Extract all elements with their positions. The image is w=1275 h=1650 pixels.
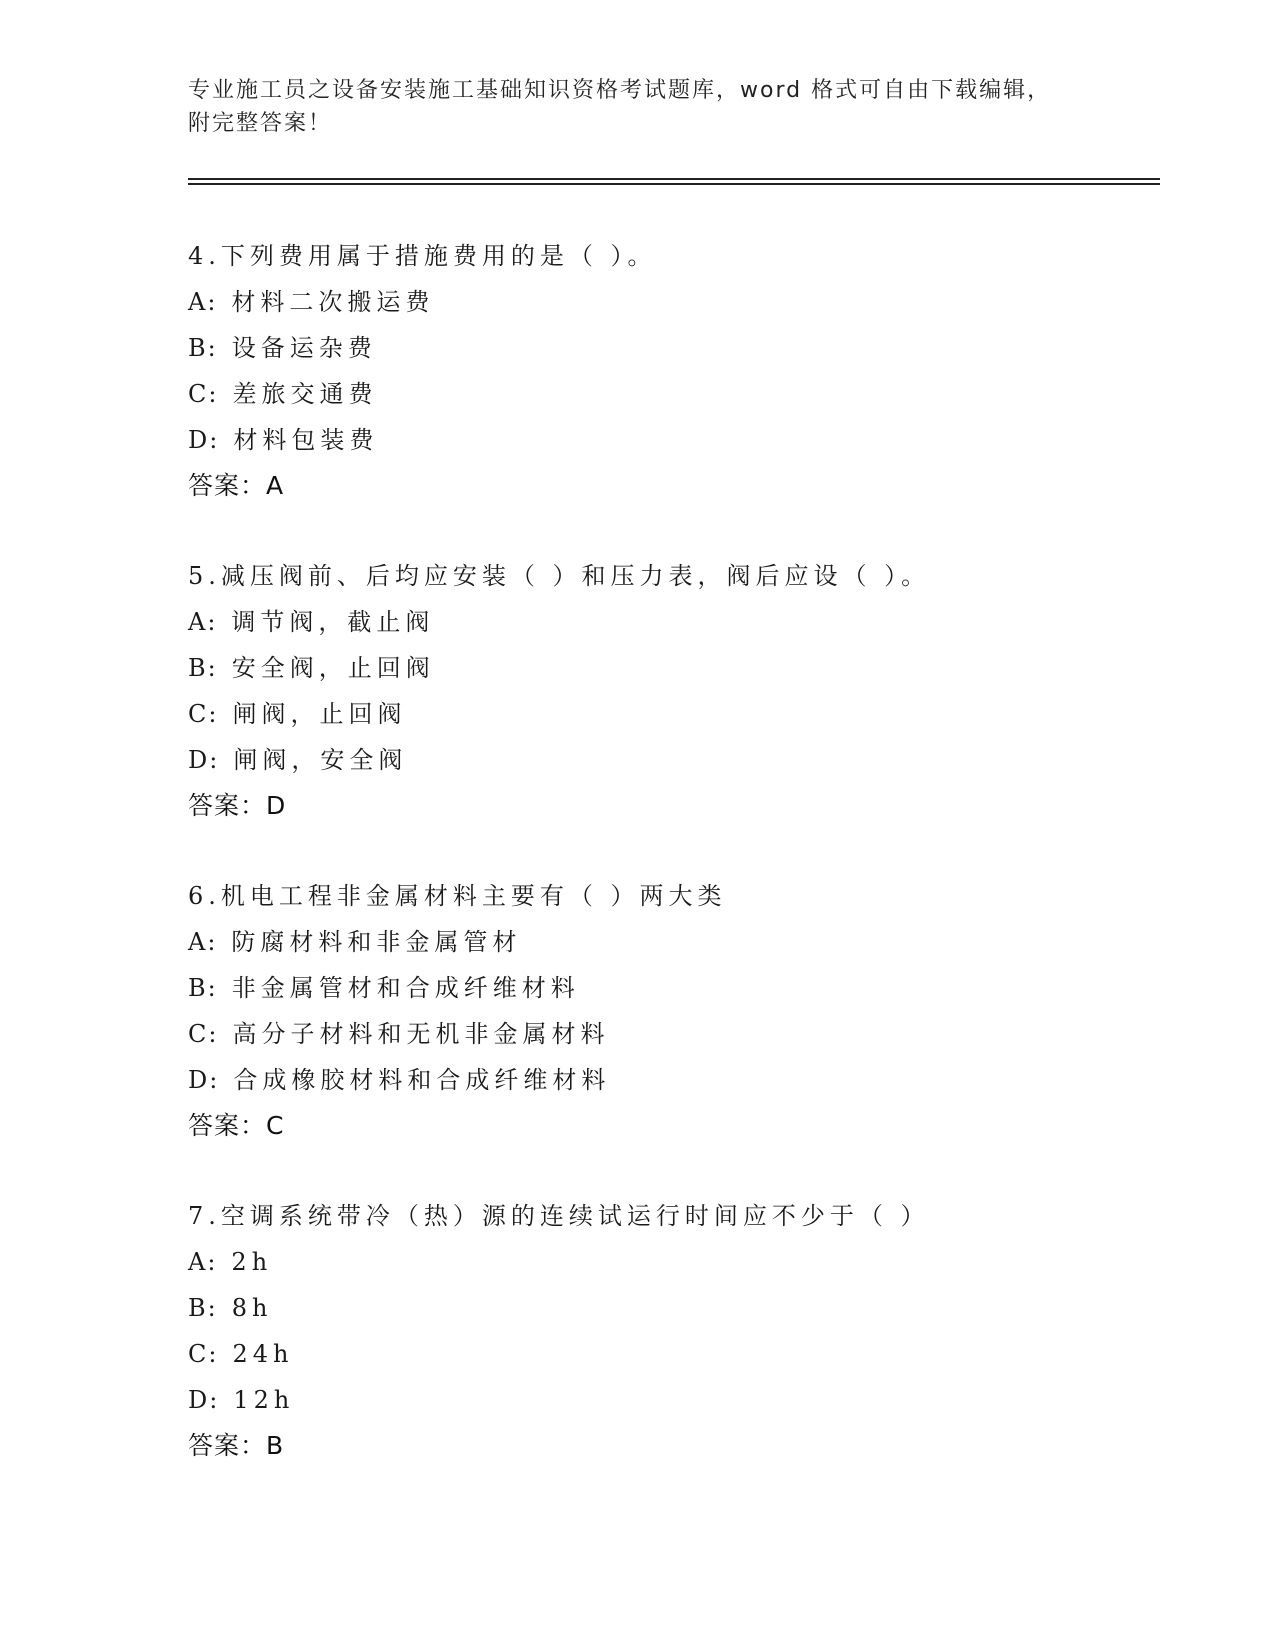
option-c — [188, 1340, 1148, 1386]
option-label: D: — [188, 746, 220, 774]
option-d — [188, 1386, 1148, 1432]
question-stem: 5.减压阀前、后均应安装（ ）和压力表，阀后应设（ ）。 — [188, 562, 931, 590]
option-label: D: — [188, 1386, 220, 1414]
question-block — [188, 882, 1148, 1158]
option-b — [188, 334, 1148, 380]
header-divider-bottom — [188, 183, 1160, 185]
answer-line: 答案：B — [188, 1431, 285, 1460]
option-a — [188, 928, 1148, 974]
option-label: B: — [188, 1294, 218, 1322]
option-label: A: — [188, 288, 218, 316]
option-label: A: — [188, 1248, 218, 1276]
option-c — [188, 1020, 1148, 1066]
option-text: 闸阀，安全阀 — [233, 746, 408, 774]
answer-line: 答案：D — [188, 791, 287, 820]
option-text: 材料包装费 — [233, 426, 379, 454]
header-line-2: 附完整答案！ — [188, 111, 333, 136]
option-text: 安全阀，止回阀 — [231, 654, 435, 682]
option-label: A: — [188, 608, 218, 636]
answer-line: 答案：C — [188, 1111, 285, 1140]
option-d — [188, 1066, 1148, 1112]
option-label: D: — [188, 1066, 220, 1094]
option-a — [188, 288, 1148, 334]
option-b — [188, 1294, 1148, 1340]
option-a — [188, 608, 1148, 654]
option-text: 调节阀，截止阀 — [231, 608, 435, 636]
answer-line: 答案：A — [188, 471, 285, 500]
option-d — [188, 746, 1148, 792]
question-block — [188, 1202, 1148, 1478]
question-block — [188, 242, 1148, 518]
option-text: 差旅交通费 — [232, 380, 378, 408]
option-text: 闸阀，止回阀 — [232, 700, 407, 728]
question-stem: 4.下列费用属于措施费用的是（ ）。 — [188, 242, 657, 270]
question-block — [188, 562, 1148, 838]
option-c — [188, 380, 1148, 426]
question-stem: 6.机电工程非金属材料主要有（ ）两大类 — [188, 882, 727, 910]
option-label: A: — [188, 928, 218, 956]
option-text: 24h — [232, 1340, 294, 1368]
option-text: 设备运杂费 — [231, 334, 377, 362]
option-b — [188, 974, 1148, 1020]
header-line-1: 专业施工员之设备安装施工基础知识资格考试题库，word 格式可自由下载编辑， — [188, 78, 1052, 103]
option-text: 12h — [233, 1386, 295, 1414]
option-label: C: — [188, 1020, 219, 1048]
option-label: C: — [188, 380, 219, 408]
option-c — [188, 700, 1148, 746]
option-text: 材料二次搬运费 — [231, 288, 435, 316]
option-label: B: — [188, 334, 218, 362]
option-text: 防腐材料和非金属管材 — [231, 928, 522, 956]
option-label: C: — [188, 1340, 219, 1368]
option-label: C: — [188, 700, 219, 728]
option-label: D: — [188, 426, 220, 454]
option-label: B: — [188, 654, 218, 682]
option-label: B: — [188, 974, 218, 1002]
document-header — [188, 74, 1088, 140]
question-stem: 7.空调系统带冷（热）源的连续试运行时间应不少于（ ） — [188, 1202, 930, 1230]
header-divider-top — [188, 178, 1160, 180]
option-text: 2h — [231, 1248, 273, 1276]
option-text: 非金属管材和合成纤维材料 — [231, 974, 580, 1002]
option-d — [188, 426, 1148, 472]
option-text: 8h — [231, 1294, 273, 1322]
option-b — [188, 654, 1148, 700]
option-a — [188, 1248, 1148, 1294]
option-text: 合成橡胶材料和合成纤维材料 — [233, 1066, 611, 1094]
option-text: 高分子材料和无机非金属材料 — [232, 1020, 610, 1048]
